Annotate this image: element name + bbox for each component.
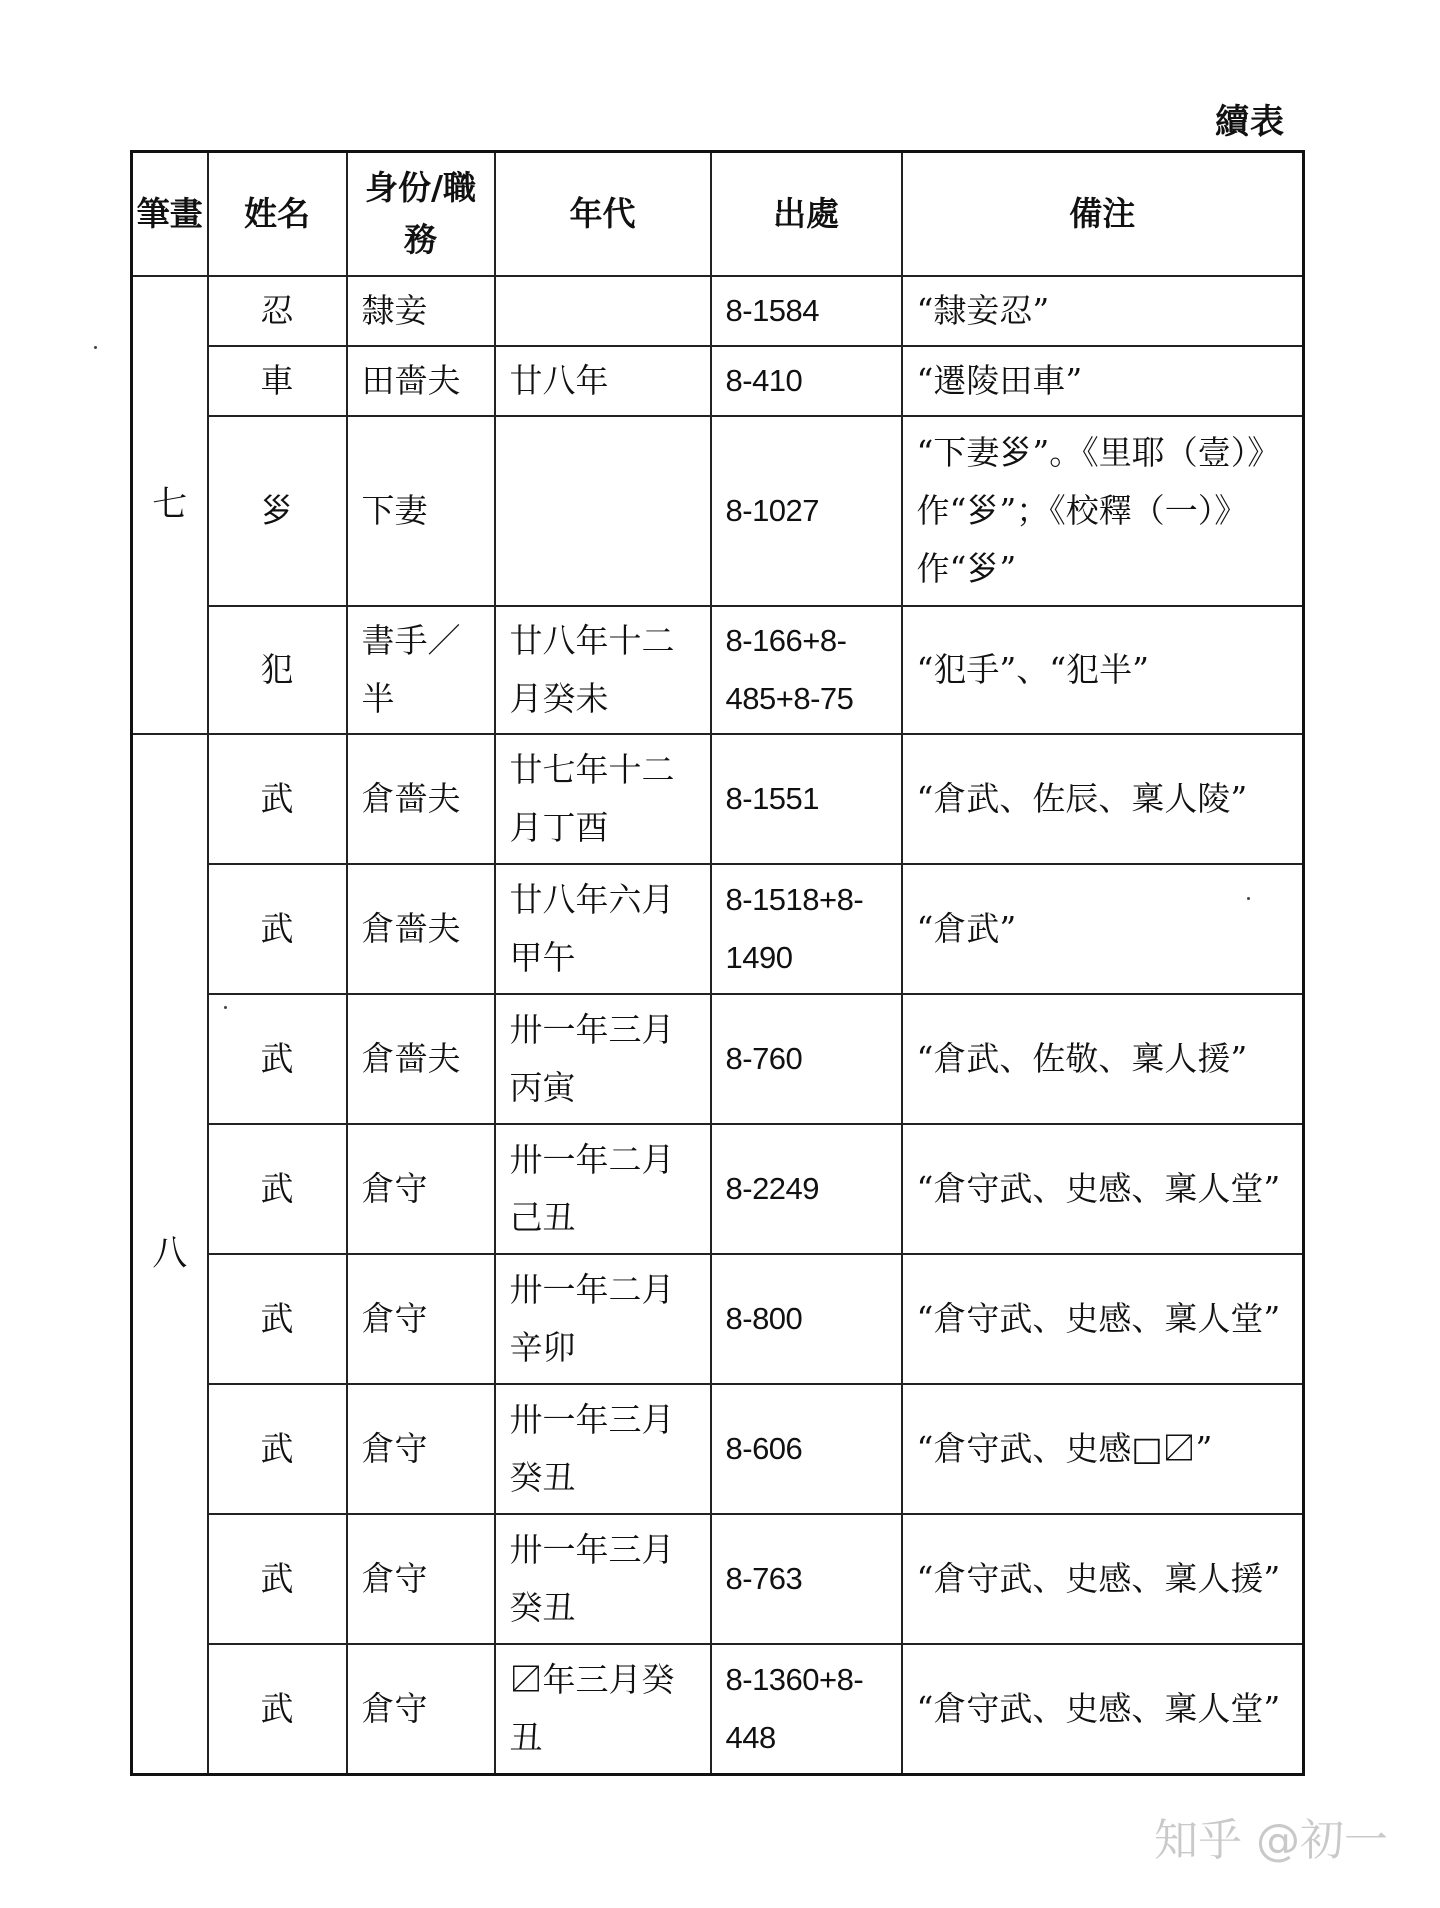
name-cell: 車: [208, 346, 347, 416]
header-stroke: 筆畫: [132, 152, 208, 277]
source-cell: 8-800: [711, 1254, 902, 1384]
date-cell: 〼年三月癸丑: [495, 1644, 711, 1774]
stroke-count-cell: 八: [132, 734, 208, 1774]
source-cell: 8-410: [711, 346, 902, 416]
source-cell: 8-763: [711, 1514, 902, 1644]
header-source: 出處: [711, 152, 902, 277]
source-cell: 8-1518+8-1490: [711, 864, 902, 994]
table-row: [132, 864, 1304, 994]
date-cell: 廿八年十二月癸未: [495, 606, 711, 734]
name-cell: 武: [208, 994, 347, 1124]
name-cell: 犯: [208, 606, 347, 734]
role-cell: 倉守: [347, 1124, 495, 1254]
role-cell: 倉守: [347, 1254, 495, 1384]
role-cell: 隸妾: [347, 276, 495, 346]
stroke-count-cell: 七: [132, 276, 208, 734]
role-cell: 書手／半: [347, 606, 495, 734]
header-note: 備注: [902, 152, 1304, 277]
header-name: 姓名: [208, 152, 347, 277]
source-cell: 8-1584: [711, 276, 902, 346]
name-cell: 忍: [208, 276, 347, 346]
watermark: 知乎 @初一: [1154, 1815, 1388, 1866]
table-row: [132, 1644, 1304, 1774]
name-cell: 武: [208, 1254, 347, 1384]
note-cell: “下妻𡿪”。《里耶（壹）》作“𡿪”；《校釋（一）》作“𡿪”: [902, 416, 1304, 606]
name-cell: 武: [208, 1384, 347, 1514]
name-cell: 武: [208, 1124, 347, 1254]
role-cell: 倉守: [347, 1644, 495, 1774]
role-cell: 倉嗇夫: [347, 734, 495, 864]
table-row: [132, 1384, 1304, 1514]
table-row: [132, 606, 1304, 734]
note-cell: “倉守武、史感、稟人堂”: [902, 1644, 1304, 1774]
table-row: [132, 346, 1304, 416]
note-cell: “倉武”: [902, 864, 1304, 994]
source-cell: 8-1360+8-448: [711, 1644, 902, 1774]
date-cell: 卅一年二月己丑: [495, 1124, 711, 1254]
table-row: [132, 276, 1304, 346]
role-cell: 倉守: [347, 1384, 495, 1514]
official-register-table: [130, 150, 1305, 1776]
note-cell: “倉守武、史感、稟人堂”: [902, 1254, 1304, 1384]
date-cell: 卅一年二月辛卯: [495, 1254, 711, 1384]
scan-speck: [94, 346, 97, 349]
table-row: [132, 1124, 1304, 1254]
table-row: [132, 734, 1304, 864]
table-row: [132, 1514, 1304, 1644]
note-cell: “倉武、佐辰、稟人陵”: [902, 734, 1304, 864]
note-cell: “倉守武、史感□〼”: [902, 1384, 1304, 1514]
role-cell: 下妻: [347, 416, 495, 606]
date-cell: [495, 276, 711, 346]
header-role: 身份/職務: [347, 152, 495, 277]
note-cell: “隸妾忍”: [902, 276, 1304, 346]
source-cell: 8-760: [711, 994, 902, 1124]
name-cell: 武: [208, 1514, 347, 1644]
note-cell: “遷陵田車”: [902, 346, 1304, 416]
date-cell: 卅一年三月癸丑: [495, 1514, 711, 1644]
name-cell: 武: [208, 734, 347, 864]
date-cell: [495, 416, 711, 606]
scan-speck: [1247, 897, 1250, 900]
note-cell: “倉守武、史感、稟人堂”: [902, 1124, 1304, 1254]
source-cell: 8-1027: [711, 416, 902, 606]
date-cell: 廿八年: [495, 346, 711, 416]
source-cell: 8-166+8-485+8-75: [711, 606, 902, 734]
role-cell: 田嗇夫: [347, 346, 495, 416]
date-cell: 卅一年三月癸丑: [495, 1384, 711, 1514]
header-date: 年代: [495, 152, 711, 277]
role-cell: 倉嗇夫: [347, 994, 495, 1124]
date-cell: 廿七年十二月丁酉: [495, 734, 711, 864]
table-body: [132, 276, 1304, 1774]
table-header-row: [132, 152, 1304, 277]
source-cell: 8-606: [711, 1384, 902, 1514]
continued-table-label: 續表: [1215, 102, 1285, 142]
scan-speck: [224, 1006, 227, 1009]
role-cell: 倉守: [347, 1514, 495, 1644]
name-cell: 武: [208, 864, 347, 994]
note-cell: “倉守武、史感、稟人援”: [902, 1514, 1304, 1644]
table-row: [132, 1254, 1304, 1384]
date-cell: 廿八年六月甲午: [495, 864, 711, 994]
name-cell: 武: [208, 1644, 347, 1774]
note-cell: “倉武、佐敬、稟人援”: [902, 994, 1304, 1124]
date-cell: 卅一年三月丙寅: [495, 994, 711, 1124]
source-cell: 8-1551: [711, 734, 902, 864]
note-cell: “犯手”、“犯半”: [902, 606, 1304, 734]
source-cell: 8-2249: [711, 1124, 902, 1254]
name-cell: 𡿪: [208, 416, 347, 606]
role-cell: 倉嗇夫: [347, 864, 495, 994]
table-row: [132, 416, 1304, 606]
table-row: [132, 994, 1304, 1124]
